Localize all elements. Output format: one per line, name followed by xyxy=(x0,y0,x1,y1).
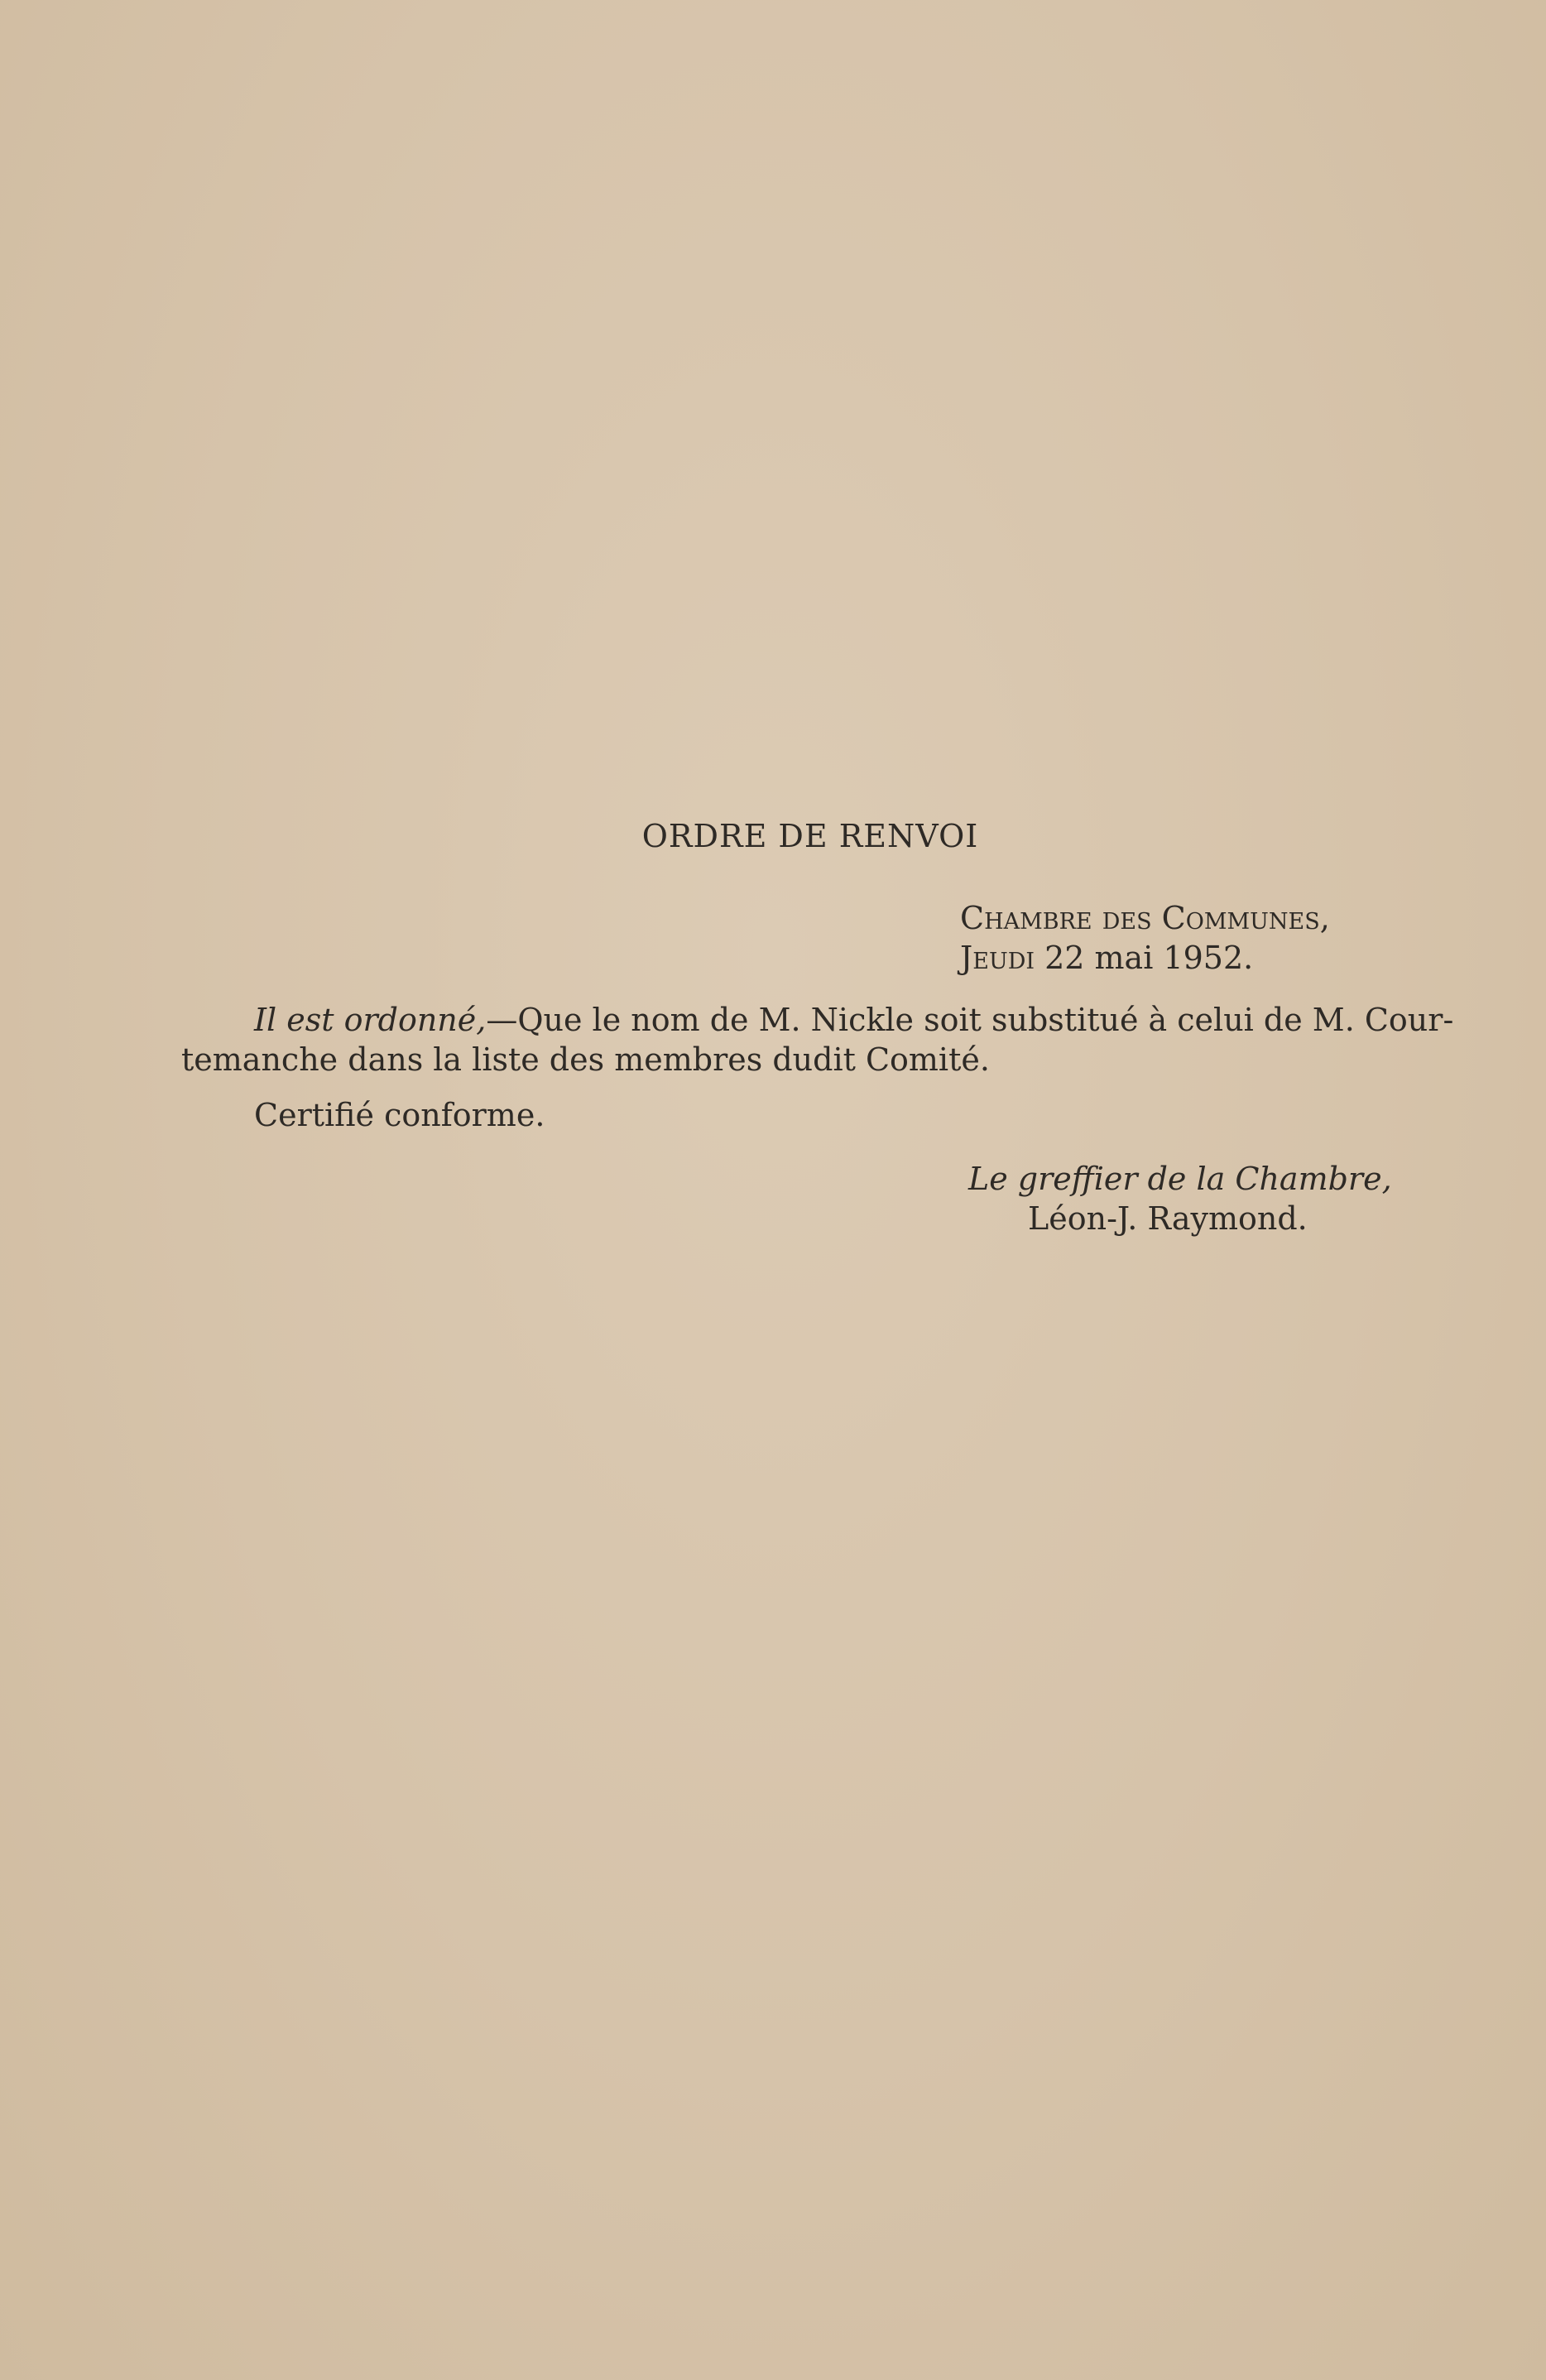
order-text-1: —Que le nom de M. Nickle soit substitué à celui de M. Cour- xyxy=(486,1002,1454,1038)
date-rest: 22 mai 1952. xyxy=(1035,940,1254,976)
order-italic-lead: Il est ordonné, xyxy=(254,1002,487,1038)
document-heading: ORDRE DE RENVOI xyxy=(641,818,979,854)
place-date-block xyxy=(960,898,1330,978)
signature-block xyxy=(968,1159,1392,1238)
signature-name: Léon-J. Raymond. xyxy=(1028,1200,1308,1237)
order-line-2: temanche dans la liste des membres dudit Comité. xyxy=(181,1041,990,1078)
date-line xyxy=(960,938,1330,978)
place-line: Chambre des Communes, xyxy=(960,900,1330,936)
order-line-1 xyxy=(181,1000,1472,1040)
signature-title xyxy=(968,1159,1392,1199)
certification-text: Certifié conforme. xyxy=(254,1097,545,1133)
order-paragraph xyxy=(181,1000,1472,1079)
signature-title-text: Le greffier de la Chambre, xyxy=(968,1161,1392,1197)
date-day: Jeudi xyxy=(960,940,1035,976)
